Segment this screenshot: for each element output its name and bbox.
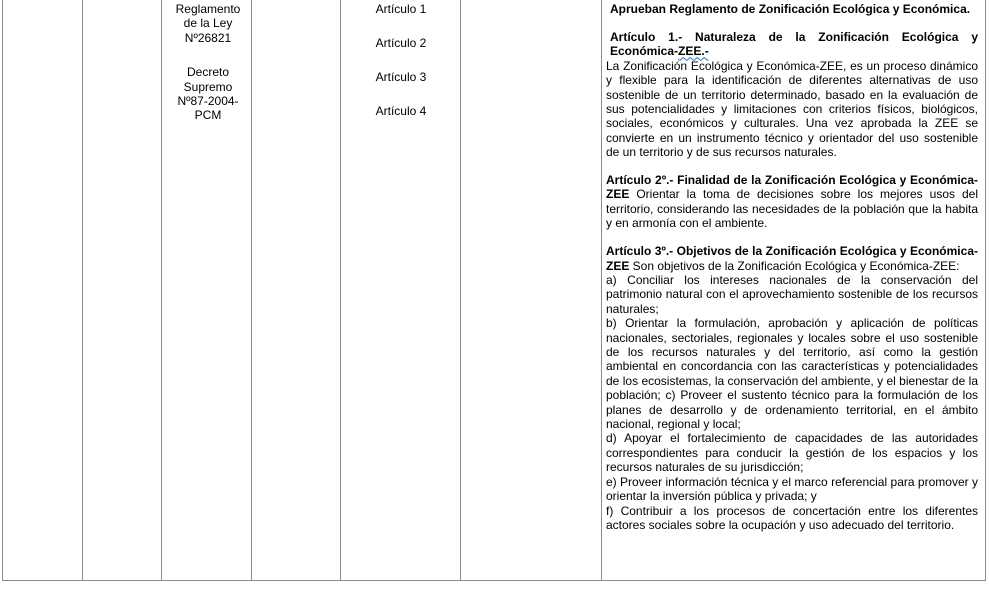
articles-cell <box>345 2 457 138</box>
column-divider <box>161 0 162 581</box>
decree-line: Decreto <box>186 65 230 80</box>
decree-line: Supremo <box>183 79 233 94</box>
article-2-heading: Artículo 2º.- Finalidad de la Zonificación Ecológica y Económica-ZEE <box>606 173 978 202</box>
column-divider <box>460 0 461 581</box>
decree-line: Nº87-2004- <box>177 94 239 109</box>
column-divider <box>82 0 83 581</box>
law-reference-cell <box>165 2 251 123</box>
article-3-item-e: e) Proveer información técnica y el marco referencial para promover y orientar la inversión pública y privada; y <box>606 474 978 504</box>
article-1-body: La Zonificación Ecológica y Económica-ZEE, es un proceso dinámico y flexible para la identificación de diferentes alternativas de uso sostenible de un territorio determinado, basado en la evaluación de sus potencialidades y limitaciones con criterios físicos, biológicos, sociales, económicos y culturales. Una vez aprobada la ZEE se convierte en un instrumento técnico y orientador del uso sostenible de un territorio y de sus recursos naturales. <box>606 58 978 160</box>
article-2 <box>606 173 978 231</box>
decree-line: PCM <box>194 108 222 123</box>
column-divider <box>340 0 341 581</box>
article-label: Artículo 2 <box>375 36 427 50</box>
article-label: Artículo 4 <box>375 104 427 118</box>
spellcheck-marked-text: ZEE.- <box>678 44 709 59</box>
article-3-item-f: f) Contribuir a los procesos de concertación entre los diferentes actores sociales sobre la ocupación y uso adecuado del territorio. <box>606 503 978 532</box>
article-3-item-a: a) Conciliar los intereses nacionales de la conservación del patrimonio natural con el aprovechamiento sostenible de los recursos naturales; <box>606 273 978 316</box>
regulation-title: Aprueban Reglamento de Zonificación Ecológica y Económica. <box>610 2 971 16</box>
article-label: Artículo 3 <box>375 70 427 84</box>
article-1-heading: Artículo 1.- Naturaleza de la Zonificación Ecológica y Económica-ZEE.- <box>610 29 978 59</box>
article-3-item-d: d) Apoyar el fortalecimiento de capacidades de las autoridades correspondientes para conducir la gestión de los espacios y los recursos naturales de su jurisdicción; <box>606 431 978 475</box>
law-line: Reglamento <box>175 2 241 16</box>
column-divider <box>601 0 602 581</box>
article-label: Artículo 1 <box>375 2 427 16</box>
article-2-body: Orientar la toma de decisiones sobre los mejores usos del territorio, considerando las necesidades de la población que la habita y en armonía con el ambiente. <box>606 187 978 231</box>
article-3-heading: Artículo 3º.- Objetivos de la Zonificación Ecológica y Económica-ZEE <box>606 244 978 273</box>
regulation-text-cell <box>606 2 978 532</box>
law-line: de la Ley <box>183 16 233 31</box>
article-3-item-b: b) Orientar la formulación, aprobación y aplicación de políticas nacionales, sectoriales, regionales y locales sobre el uso sostenible de los recursos naturales y del territorio, así como la gestión ambiental en concordancia con las características y potencialidades de los ecosistemas, la conservación del ambiente, y el bienestar de la población; c) Proveer el sustento técnico para la formulación de los planes de desarrollo y de ordenamiento territorial, en el ámbito nacional, regional y local; <box>606 316 978 432</box>
column-divider <box>251 0 252 581</box>
law-line: Nº26821 <box>184 30 232 45</box>
article-3 <box>606 244 978 273</box>
article-3-intro: Son objetivos de la Zonificación Ecológica y Económica-ZEE: <box>629 258 960 273</box>
